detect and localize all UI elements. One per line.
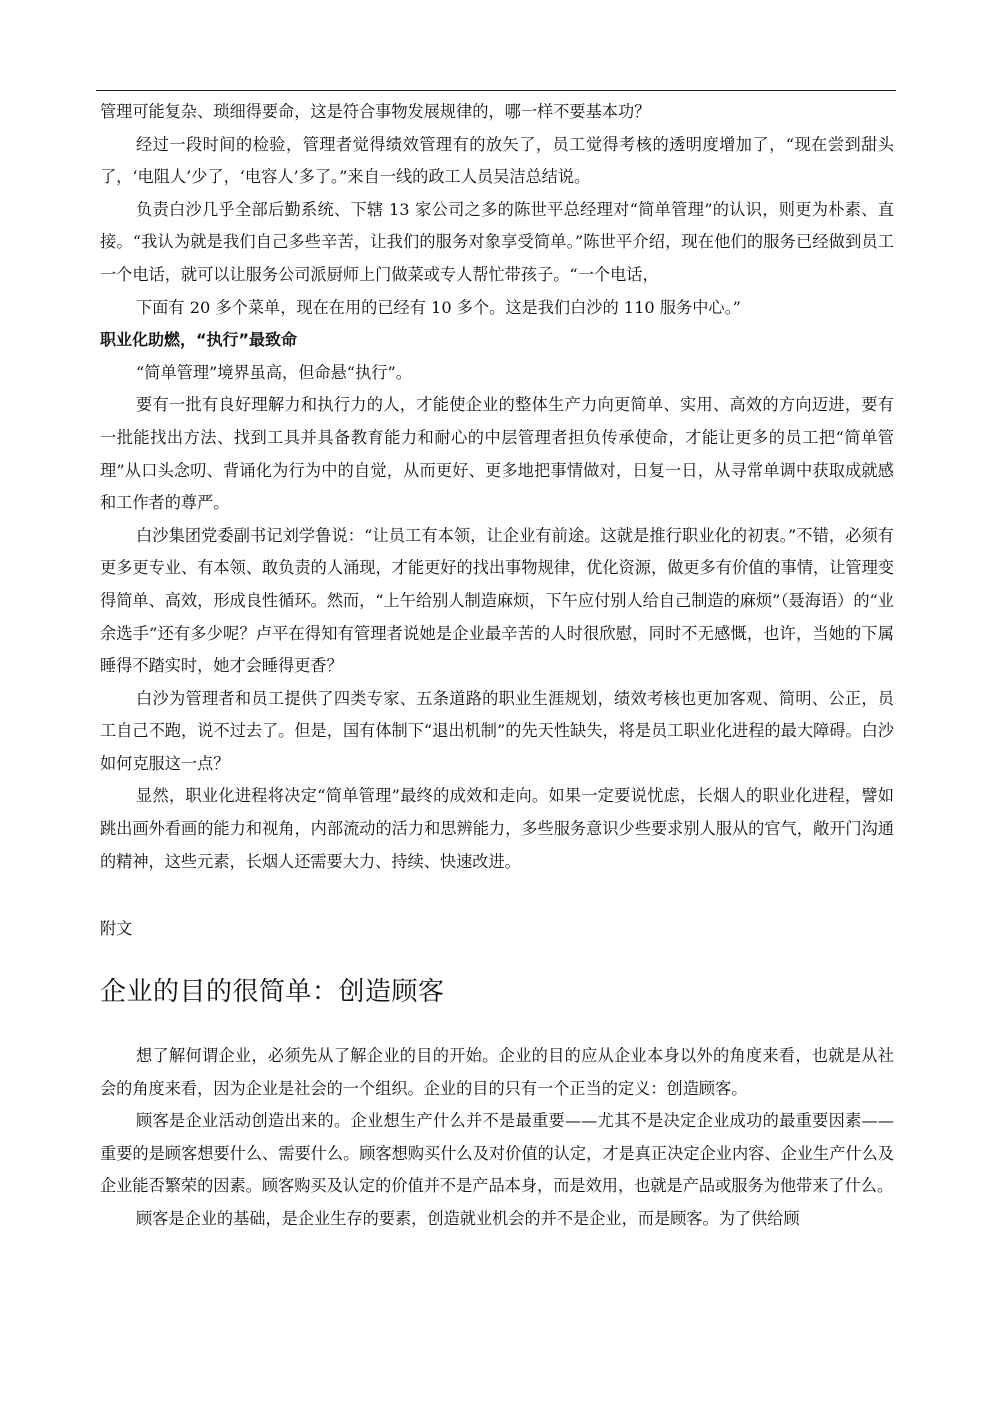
header-rule [96,90,896,91]
paragraph-continued: 管理可能复杂、琐细得要命，这是符合事物发展规律的，哪一样不要基本功？ [100,102,651,121]
paragraph: 要有一批有良好理解力和执行力的人，才能使企业的整体生产力向更简单、实用、高效的方向迈进，要有一批能找出方法、找到工具并具备教育能力和耐心的中层管理者担负传承使命，才能让更多的员工把“简单管理”从口头念叨、背诵化为行为中的自觉，从而更好、更多地把事情做对，日复一日，从寻常单调中获取成就感和工作者的尊严。 [100,395,894,513]
main-text-block [100,96,894,878]
paragraph: 负责白沙几乎全部后勤系统、下辖 13 家公司之多的陈世平总经理对“简单管理”的认识，则更为朴素、直接。“我认为就是我们自己多些辛苦，让我们的服务对象享受简单。”陈世平介绍，现在他们的服务已经做到员工一个电话，就可以让服务公司派厨师上门做菜或专人帮忙带孩子。“一个电话， [100,199,894,284]
paragraph: 下面有 20 多个菜单，现在在用的已经有 10 多个。这是我们白沙的 110 服务中心。” [136,297,741,317]
paragraph: 顾客是企业的基础，是企业生存的要素，创造就业机会的并不是企业，而是顾客。为了供给顾 [136,1208,800,1228]
appendix-label: 附文 [100,919,133,938]
article-title: 企业的目的很简单：创造顾客 [100,977,445,1007]
article-body [100,1040,894,1236]
paragraph: “简单管理”境界虽高，但命悬“执行”。 [136,362,412,382]
paragraph: 白沙为管理者和员工提供了四类专家、五条道路的职业生涯规划，绩效考核也更加客观、简明、公正，员工自己不跑，说不过去了。但是，国有体制下“退出机制”的先天性缺失，将是员工职业化进程的最大障碍。白沙如何克服这一点？ [100,688,894,773]
paragraph: 经过一段时间的检验，管理者觉得绩效管理有的放矢了，员工觉得考核的透明度增加了，“现在尝到甜头了，‘电阻人’少了，‘电容人’多了。”来自一线的政工人员吴洁总结说。 [100,134,894,187]
paragraph: 想了解何谓企业，必须先从了解企业的目的开始。企业的目的应从企业本身以外的角度来看，也就是从社会的角度来看，因为企业是社会的一个组织。企业的目的只有一个正当的定义：创造顾客。 [100,1046,894,1098]
paragraph: 顾客是企业活动创造出来的。企业想生产什么并不是最重要——尤其不是决定企业成功的最重要因素——重要的是顾客想要什么、需要什么。顾客想购买什么及对价值的认定，才是真正决定企业内容、企业生产什么及企业能否繁荣的因素。顾客购买及认定的价值并不是产品本身，而是效用，也就是产品或服务为他带来了什么。 [100,1111,894,1196]
paragraph: 显然，职业化进程将决定“简单管理”最终的成效和走向。如果一定要说忧虑，长烟人的职业化进程，譬如跳出画外看画的能力和视角，内部流动的活力和思辨能力，多些服务意识少些要求别人服从的官气，敞开门沟通的精神，这些元素，长烟人还需要大力、持续、快速改进。 [100,786,894,871]
section-heading: 职业化助燃，“执行”最致命 [100,330,298,350]
paragraph: 白沙集团党委副书记刘学鲁说：“让员工有本领，让企业有前途。这就是推行职业化的初衷。”不错，必须有更多更专业、有本领、敢负责的人涌现，才能更好的找出事物规律，优化资源，做更多有价值的事情，让管理变得简单、高效，形成良性循环。然而，“上午给别人制造麻烦，下午应付别人给自己制造的麻烦”（聂海语）的“业余选手”还有多少呢？卢平在得知有管理者说她是企业最辛苦的人时很欣慰，同时不无感慨，也许，当她的下属睡得不踏实时，她才会睡得更香？ [100,525,894,676]
